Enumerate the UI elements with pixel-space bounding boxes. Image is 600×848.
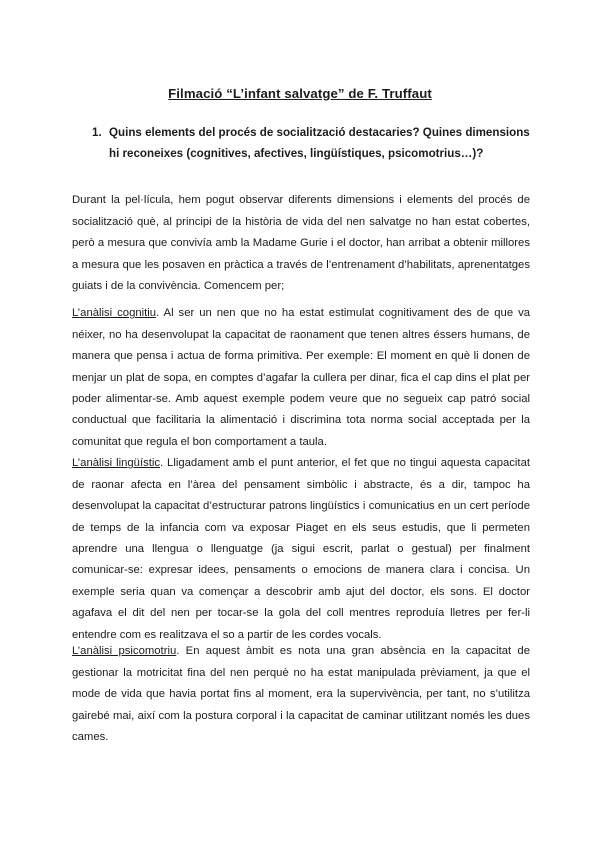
psychomotor-paragraph: [72, 641, 530, 748]
document-title: Filmació “L’infant salvatge” de F. Truffaut: [168, 86, 432, 101]
psychomotor-heading: L’anàlisi psicomotriu: [72, 645, 177, 658]
question-text: Quins elements del procés de socialització destacaries? Quines dimensions hi reconeixes (cognitives, afectives, lingüístiques, psicomotrius…)?: [109, 126, 530, 160]
linguistic-heading: L’anàlisi lingüístic: [72, 457, 161, 470]
cognitive-text: . Al ser un nen que no ha estat estimulat cognitivament des de que va néixer, no ha desenvolupat la capacitat de raonament que tenen altres éssers humans, de manera que pensa i actua de forma primitiva. Per exemple: El moment en què li donen de menjar un plat de sopa, en comptes d’agafar la cullera per dinar, fica el cap dins el plat per poder alimentar-se. Amb aquest exemple podem veure que no segueix cap patró social conductual que facilitaria la alimentació i discrimina tota norma social acceptada per la comunitat que regula el bon comportament a taula.: [72, 307, 530, 448]
linguistic-text: . Lligadament amb el punt anterior, el fet que no tingui aquesta capacitat de raonar afecta en l’àrea del pensament simbòlic i abstracte, és a dir, tampoc ha desenvolupat la capacitat d’estructurar patrons lingüístics i comunicatius en un cert període de temps de la infancia com va exposar Piaget en els seus estudis, que li permeten aprendre una llengua o llenguatge (ja sigui escrit, parlat o gestual) per finalment comunicar-se: expresar idees, pensaments o emocions de manera clara i concisa. Un exemple seria quan va començar a descobrir amb ajut del doctor, els sons. El doctor agafava el dit del nen per tocar-se la gola del coll mentres reproduía lletres per fer-li entendre com es realitzava el so a partir de les cordes vocals.: [72, 457, 530, 641]
question-item: [92, 122, 532, 164]
question-number: 1.: [92, 126, 102, 139]
psychomotor-text: . En aquest àmbit es nota una gran absència en la capacitat de gestionar la motricitat fina del nen perquè no ha estat manipulada prèviament, ja que el mode de vida que havia portat fins al moment, era la supervivència, per tant, no s’utilitza gairebé mai, així com la postura corporal i la capacitat de caminar utilitzant només les dues cames.: [72, 645, 530, 743]
linguistic-paragraph: [72, 453, 530, 646]
cognitive-paragraph: [72, 303, 530, 453]
intro-paragraph: Durant la pel·lícula, hem pogut observar diferents dimensions i elements del procés de socialització què, al principi de la història de vida del nen salvatge no han estat cobertes, però a mesura que convivía amb la Madame Gurie i el doctor, han arribat a obtenir millores a mesura que les posaven en pràctica a través de l’entrenament d’habilitats, aprenentatges guiats i de la convivència. Comencem per;: [72, 194, 530, 292]
cognitive-heading: L’anàlisi cognitiu: [72, 307, 157, 320]
